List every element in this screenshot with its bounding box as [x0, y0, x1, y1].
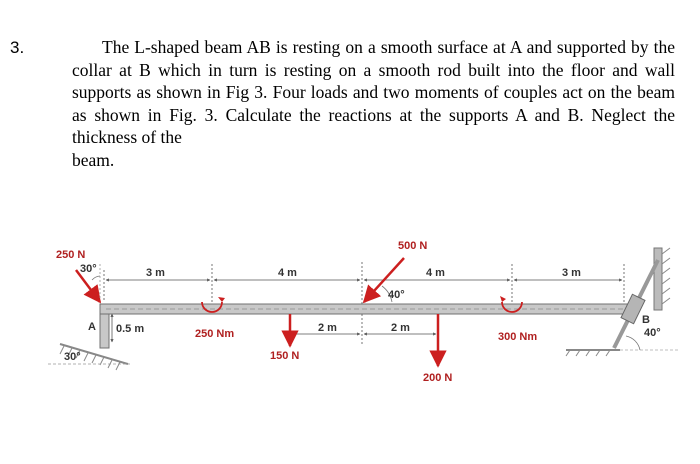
force-label-500n: 500 N [398, 240, 428, 252]
problem-statement-end: beam. [72, 149, 115, 170]
dim-label-2m-left: 2 m [318, 322, 337, 334]
point-label-a: A [88, 321, 96, 333]
angle-label-40-support: 40° [644, 327, 661, 339]
force-label-250n: 250 N [56, 249, 86, 261]
dim-label-4m-right: 4 m [426, 267, 445, 279]
ground-support-a [48, 344, 130, 370]
force-label-150n: 150 N [270, 350, 300, 362]
wall-support-b [566, 248, 680, 356]
problem-number: 3. [10, 38, 25, 57]
dim-label-0-5m: 0.5 m [116, 323, 145, 335]
angle-label-40-force: 40° [388, 289, 405, 301]
force-label-200n: 200 N [423, 372, 453, 384]
point-label-b: B [642, 314, 650, 326]
dim-label-3m-left: 3 m [146, 267, 165, 279]
couple-label-300nm: 300 Nm [498, 331, 538, 343]
angle-label-30-top: 30° [80, 263, 97, 275]
dim-label-4m-left: 4 m [278, 267, 297, 279]
dim-label-3m-right: 3 m [562, 267, 581, 279]
angle-label-30-ground: 30° [64, 351, 81, 363]
problem-statement-body: The L-shaped beam AB is resting on a smooth surface at A and supported by the collar at B which in turn is resting on a smooth rod built into the floor and wall supports as shown in Fig 3. Four loads and two moments of couples act on the beam as shown in Fig. 3. Calculate the reactions at the supports A and B. Neglect the thickness of the [72, 37, 675, 147]
couple-label-250nm: 250 Nm [195, 328, 235, 340]
dim-label-2m-right: 2 m [391, 322, 410, 334]
